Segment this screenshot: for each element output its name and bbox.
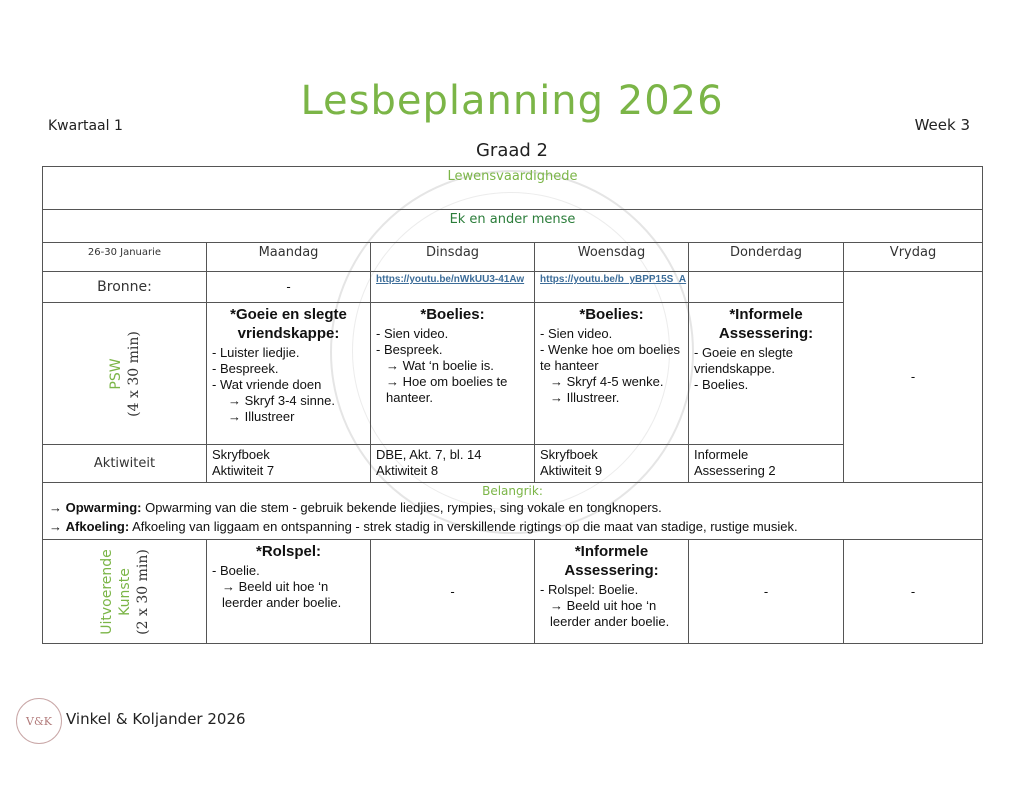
list-item: → Illustreer — [228, 409, 295, 424]
bronne-maandag: - — [207, 272, 371, 303]
list-item: → Illustreer. — [550, 390, 620, 405]
kunste-label-cell — [43, 540, 207, 644]
kunste-duration: (2 x 30 min) — [134, 548, 151, 635]
aktiwiteit-label: Aktiwiteit — [43, 445, 207, 483]
video-link-woensdag[interactable]: https://youtu.be/b_yBPP15S_A — [540, 274, 687, 285]
footer-brand-text: Vinkel & Koljander 2026 — [66, 710, 246, 728]
activity-line: Informele — [694, 447, 749, 462]
subject-heading: Lewensvaardighede — [43, 167, 983, 210]
kunste-dinsdag: - — [371, 540, 535, 644]
kunste-maandag — [207, 540, 371, 644]
activity-line: Skryfboek — [540, 447, 598, 462]
list-item: → Beeld uit hoe ‘n leerder ander boelie. — [222, 579, 342, 610]
list-item: → Hoe om boelies te hanteer. — [386, 374, 508, 405]
theme-heading: Ek en ander mense — [43, 210, 983, 243]
list-item: - Wat vriende doen — [212, 377, 322, 392]
psw-duration: (4 x 30 min) — [125, 330, 142, 417]
psw-woensdag — [535, 303, 689, 445]
kunste-maandag-heading: *Rolspel: — [255, 543, 321, 560]
opwarming-label: Opwarming: — [65, 500, 142, 515]
activity-line: DBE, Akt. 7, bl. 14 — [376, 447, 482, 462]
bronne-dinsdag-cell — [371, 272, 535, 303]
afkoeling-line — [49, 517, 976, 536]
psw-dinsdag — [371, 303, 535, 445]
opwarming-text: Opwarming van die stem - gebruik bekende liedjies, rympies, sing vokale en tongknopers. — [141, 500, 662, 515]
list-item: - Rolspel: Boelie. — [540, 582, 639, 597]
lesson-plan-table — [42, 166, 983, 644]
bronne-donderdag — [689, 272, 844, 303]
psw-dinsdag-heading: *Boelies: — [420, 306, 485, 323]
list-item: - Bespreek. — [212, 361, 279, 376]
kunste-vrydag: - — [844, 540, 983, 644]
opwarming-line — [49, 498, 976, 517]
psw-vrydag: - — [844, 272, 983, 483]
psw-donderdag-heading: *Informele Assessering: — [718, 306, 814, 342]
grade-label: Graad 2 — [475, 140, 548, 161]
afkoeling-label: Afkoeling: — [65, 519, 130, 534]
list-item: → Wat ‘n boelie is. — [386, 358, 494, 373]
bronne-woensdag-cell — [535, 272, 689, 303]
activity-line: Aktiwiteit 8 — [376, 463, 439, 478]
kunste-woensdag — [535, 540, 689, 644]
list-item: - Boelie. — [212, 563, 260, 578]
afkoeling-text: Afkoeling van liggaam en ontspanning - strek stadig in verskillende rigtings op die maat van stadige, rustige musiek. — [129, 519, 798, 534]
aktiwiteit-dinsdag — [371, 445, 535, 483]
aktiwiteit-maandag — [207, 445, 371, 483]
aktiwiteit-woensdag — [535, 445, 689, 483]
week-label: Week 3 — [914, 116, 970, 134]
list-item: - Goeie en slegte vriendskappe. — [694, 345, 794, 376]
belangrik-title: Belangrik: — [482, 484, 543, 498]
psw-donderdag — [689, 303, 844, 445]
day-header-vrydag: Vrydag — [844, 243, 983, 272]
list-item: - Sien video. — [376, 326, 449, 341]
bronne-label: Bronne: — [43, 272, 207, 303]
date-range: 26-30 Januarie — [43, 243, 207, 272]
activity-line: Aktiwiteit 9 — [540, 463, 603, 478]
quarter-label: Kwartaal 1 — [48, 118, 123, 134]
day-header-dinsdag: Dinsdag — [371, 243, 535, 272]
psw-label-cell — [43, 303, 207, 445]
video-link-dinsdag[interactable]: https://youtu.be/nWkUU3-41Aw — [376, 274, 525, 285]
psw-maandag-heading: *Goeie en slegte vriendskappe: — [230, 306, 347, 342]
arrow-icon: → — [49, 519, 62, 534]
list-item: - Sien video. — [540, 326, 613, 341]
list-item: - Boelies. — [694, 377, 749, 392]
psw-woensdag-heading: *Boelies: — [579, 306, 644, 323]
brand-logo-icon: V&K — [16, 698, 62, 744]
kunste-woensdag-heading: *Informele Assessering: — [564, 543, 659, 579]
aktiwiteit-donderdag — [689, 445, 844, 483]
kunste-label-line1: Uitvoerende — [98, 548, 115, 635]
day-header-maandag: Maandag — [207, 243, 371, 272]
psw-maandag — [207, 303, 371, 445]
list-item: - Wenke hoe om boelies te hanteer — [540, 342, 680, 373]
activity-line: Assessering 2 — [694, 463, 776, 478]
list-item: → Beeld uit hoe ‘n leerder ander boelie. — [550, 598, 670, 629]
page-title: Lesbeplanning 2026 — [300, 78, 724, 124]
psw-label: PSW — [107, 357, 124, 390]
kunste-label-line2: Kunste — [116, 567, 133, 616]
kunste-donderdag: - — [689, 540, 844, 644]
day-header-woensdag: Woensdag — [535, 243, 689, 272]
arrow-icon: → — [49, 500, 62, 515]
day-header-donderdag: Donderdag — [689, 243, 844, 272]
list-item: - Bespreek. — [376, 342, 443, 357]
list-item: - Luister liedjie. — [212, 345, 300, 360]
list-item: → Skryf 3-4 sinne. — [228, 393, 335, 408]
belangrik-cell — [43, 483, 983, 540]
activity-line: Aktiwiteit 7 — [212, 463, 275, 478]
activity-line: Skryfboek — [212, 447, 270, 462]
list-item: → Skryf 4-5 wenke. — [550, 374, 664, 389]
